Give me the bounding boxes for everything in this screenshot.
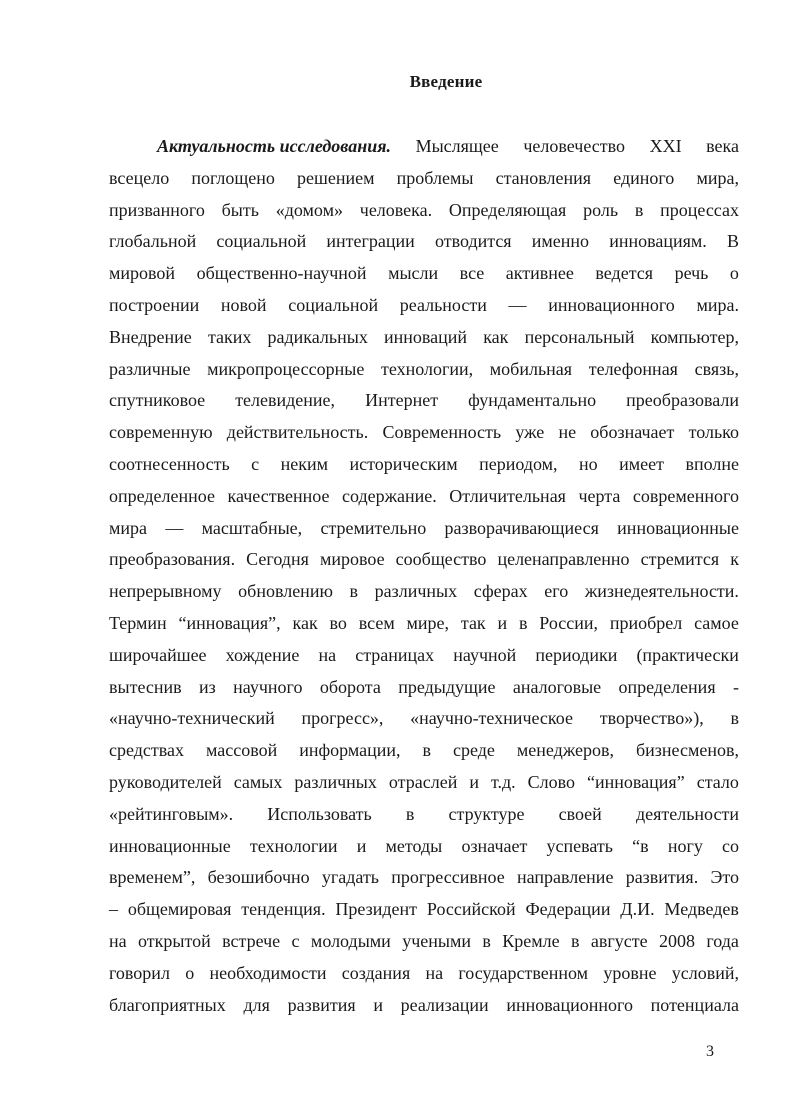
word: интеграции bbox=[326, 231, 415, 252]
word: Термин bbox=[109, 612, 167, 633]
word: Федерации bbox=[525, 899, 611, 920]
word: периодом, bbox=[479, 453, 558, 474]
word: решением bbox=[297, 167, 375, 188]
text-line bbox=[109, 163, 739, 195]
word: различных bbox=[294, 771, 377, 792]
word: «рейтинговым». bbox=[109, 803, 234, 824]
word: России, bbox=[539, 612, 599, 633]
word: активнее bbox=[505, 263, 574, 284]
word: оборота bbox=[319, 676, 381, 697]
word: своей bbox=[558, 803, 602, 824]
word: проблемы bbox=[396, 167, 474, 188]
word: инновационного bbox=[548, 294, 675, 315]
word: В bbox=[726, 231, 739, 252]
word: во bbox=[329, 612, 347, 633]
word: молодыми bbox=[310, 930, 391, 951]
word: историческим bbox=[349, 453, 458, 474]
word: в bbox=[518, 612, 528, 633]
text-line bbox=[109, 767, 739, 799]
word: стремится bbox=[640, 549, 720, 570]
word: «научно-технический bbox=[109, 708, 275, 729]
text-line bbox=[109, 926, 739, 958]
word: Интернет bbox=[365, 390, 439, 411]
word: августе bbox=[590, 930, 648, 951]
word: все bbox=[459, 263, 485, 284]
word: содержание. bbox=[341, 485, 437, 506]
word: инноваций bbox=[384, 326, 468, 347]
text-line bbox=[109, 513, 739, 545]
word: единого bbox=[613, 167, 675, 188]
text-line bbox=[109, 862, 739, 894]
text-line bbox=[109, 354, 739, 386]
word: предыдущие bbox=[398, 676, 496, 697]
word: призванного bbox=[109, 199, 205, 220]
word: ногу bbox=[667, 835, 703, 856]
word: творчество»), bbox=[599, 708, 704, 729]
word: и bbox=[373, 994, 383, 1015]
word: - bbox=[732, 676, 739, 697]
word: ведется bbox=[595, 263, 654, 284]
word: со bbox=[721, 835, 739, 856]
word: о bbox=[185, 962, 195, 983]
word: компьютер, bbox=[650, 326, 739, 347]
body-text bbox=[109, 131, 739, 1021]
word: неким bbox=[280, 453, 328, 474]
word: деятельности bbox=[635, 803, 739, 824]
word: речь bbox=[674, 263, 709, 284]
word: качественное bbox=[227, 485, 330, 506]
word: но bbox=[579, 453, 598, 474]
word: телефонная bbox=[588, 358, 678, 379]
word: инновационные bbox=[617, 517, 739, 538]
word: самых bbox=[233, 771, 283, 792]
text-line bbox=[109, 449, 739, 481]
word: означает bbox=[461, 835, 528, 856]
word: имеет bbox=[619, 453, 664, 474]
word: вполне bbox=[685, 453, 739, 474]
text-line bbox=[109, 703, 739, 735]
word: века bbox=[706, 136, 739, 156]
word: инновационные bbox=[109, 835, 231, 856]
word: Использовать bbox=[267, 803, 372, 824]
text-line bbox=[109, 385, 739, 417]
word: направление bbox=[516, 867, 614, 888]
word: Д.И. bbox=[620, 899, 655, 920]
word: таких bbox=[207, 326, 252, 347]
word: преобразования. bbox=[109, 549, 236, 570]
word: как bbox=[483, 326, 509, 347]
word: тенденция. bbox=[241, 899, 326, 920]
word: действительность. bbox=[226, 422, 369, 443]
word: на bbox=[425, 962, 444, 983]
word: быть bbox=[221, 199, 259, 220]
word: информации, bbox=[299, 740, 401, 761]
word: радикальных bbox=[267, 326, 368, 347]
word: Слово bbox=[527, 771, 576, 792]
word: социальной bbox=[216, 231, 307, 252]
word: мира. bbox=[696, 294, 739, 315]
word: спутниковое bbox=[109, 390, 206, 411]
word: 2008 bbox=[658, 930, 695, 951]
word: “инновация”, bbox=[178, 612, 281, 633]
word: государственном bbox=[458, 962, 589, 983]
word: структуре bbox=[448, 803, 525, 824]
word: Внедрение bbox=[109, 326, 192, 347]
word: Это bbox=[710, 867, 739, 888]
word: к bbox=[730, 549, 739, 570]
word: реальности bbox=[399, 294, 487, 315]
word: стало bbox=[696, 771, 739, 792]
word: из bbox=[199, 676, 216, 697]
text-line bbox=[109, 226, 739, 258]
word: масштабные, bbox=[201, 517, 303, 538]
word: Президент bbox=[335, 899, 418, 920]
word: потенциала bbox=[650, 994, 739, 1015]
word: развития bbox=[287, 994, 356, 1015]
word: человечество bbox=[523, 136, 626, 156]
word: — bbox=[165, 517, 184, 538]
word: роль bbox=[583, 199, 619, 220]
word: всецело bbox=[109, 167, 170, 188]
text-line bbox=[109, 831, 739, 863]
word: учеными bbox=[402, 930, 471, 951]
word: Мыслящее bbox=[415, 136, 499, 156]
word: общемировая bbox=[127, 899, 232, 920]
word: менеджеров, bbox=[516, 740, 615, 761]
word: необходимости bbox=[209, 962, 327, 983]
word: широчайшее bbox=[109, 644, 207, 665]
text-line bbox=[109, 735, 739, 767]
word: научного bbox=[233, 676, 303, 697]
word: мобильная bbox=[489, 358, 573, 379]
text-line bbox=[109, 290, 739, 322]
word: в bbox=[482, 930, 491, 951]
word: как bbox=[292, 612, 318, 633]
word: технологии, bbox=[380, 358, 474, 379]
word: угадать bbox=[321, 867, 380, 888]
word: в bbox=[349, 581, 359, 602]
word: и bbox=[469, 771, 479, 792]
word: отраслей bbox=[388, 771, 458, 792]
word: современного bbox=[632, 485, 739, 506]
word: мира bbox=[109, 517, 148, 538]
text-line bbox=[109, 799, 739, 831]
word: средствах bbox=[109, 740, 185, 761]
word: фундаментально bbox=[468, 390, 597, 411]
word: современную bbox=[109, 422, 213, 443]
text-line bbox=[109, 195, 739, 227]
word: аналоговые bbox=[512, 676, 602, 697]
word: мира, bbox=[696, 167, 739, 188]
word: приобрел bbox=[609, 612, 683, 633]
lead-phrase: Актуальность исследования. bbox=[157, 136, 391, 156]
text-line bbox=[109, 894, 739, 926]
text-line bbox=[109, 258, 739, 290]
word: его bbox=[544, 581, 569, 602]
word: уже bbox=[515, 422, 545, 443]
word: обновлению bbox=[238, 581, 333, 602]
word: Кремле bbox=[502, 930, 560, 951]
word: разворачивающиеся bbox=[444, 517, 599, 538]
word: мире, bbox=[406, 612, 450, 633]
word: различных bbox=[374, 581, 458, 602]
word: определенное bbox=[109, 485, 215, 506]
word: социальной bbox=[288, 294, 379, 315]
word: процессах bbox=[660, 199, 739, 220]
word: соотнесенность bbox=[109, 453, 230, 474]
text-line bbox=[109, 958, 739, 990]
word: определения bbox=[618, 676, 716, 697]
word: прогрессивное bbox=[391, 867, 505, 888]
word: инновационного bbox=[506, 994, 633, 1015]
word: прогресс», bbox=[301, 708, 384, 729]
word: человека. bbox=[359, 199, 433, 220]
word: для bbox=[243, 994, 270, 1015]
word: периодики bbox=[535, 644, 618, 665]
word: отводится bbox=[434, 231, 512, 252]
text-line bbox=[109, 576, 739, 608]
text-line bbox=[109, 608, 739, 640]
document-title: Введение bbox=[409, 72, 483, 91]
word: “инновация” bbox=[587, 771, 685, 792]
word: с bbox=[251, 453, 260, 474]
word: только bbox=[688, 422, 739, 443]
word: уровне bbox=[603, 962, 657, 983]
word: на bbox=[318, 644, 337, 665]
word: временем”, bbox=[109, 867, 196, 888]
word: о bbox=[729, 263, 739, 284]
word: мировое bbox=[319, 549, 385, 570]
word: обозначает bbox=[590, 422, 675, 443]
word: Медведев bbox=[664, 899, 739, 920]
word: самое bbox=[694, 612, 739, 633]
word: стремительно bbox=[320, 517, 427, 538]
word: различные bbox=[109, 358, 191, 379]
word: Сегодня bbox=[246, 549, 309, 570]
word: сферах bbox=[473, 581, 528, 602]
word: развития. bbox=[625, 867, 699, 888]
word: глобальной bbox=[109, 231, 197, 252]
word: и bbox=[497, 612, 508, 633]
word: вытеснив bbox=[109, 676, 182, 697]
word: среде bbox=[453, 740, 495, 761]
word: всем bbox=[358, 612, 395, 633]
word: Современность bbox=[382, 422, 502, 443]
word: хождение bbox=[225, 644, 300, 665]
word: научной bbox=[453, 644, 517, 665]
word: с bbox=[291, 930, 300, 951]
word: страницах bbox=[355, 644, 435, 665]
word: руководителей bbox=[109, 771, 222, 792]
word: на bbox=[109, 930, 127, 951]
word: в bbox=[634, 199, 644, 220]
word: встрече bbox=[222, 930, 281, 951]
text-line bbox=[109, 990, 739, 1022]
word: (практически bbox=[636, 644, 739, 665]
word: мировой bbox=[109, 263, 176, 284]
word: жизнедеятельности. bbox=[584, 581, 739, 602]
word: в bbox=[422, 740, 432, 761]
word: так bbox=[460, 612, 486, 633]
word: в bbox=[730, 708, 739, 729]
word: Отличительная bbox=[449, 485, 566, 506]
word: условий, bbox=[671, 962, 739, 983]
text-line bbox=[109, 544, 739, 576]
word: «научно-техническое bbox=[410, 708, 573, 729]
word: непрерывному bbox=[109, 581, 222, 602]
word: – bbox=[109, 899, 118, 920]
word: целенаправленно bbox=[497, 549, 630, 570]
word: не bbox=[558, 422, 577, 443]
word: — bbox=[508, 294, 527, 315]
word: методы bbox=[385, 835, 443, 856]
word: реализации bbox=[400, 994, 489, 1015]
text-line bbox=[109, 417, 739, 449]
word: поглощено bbox=[191, 167, 275, 188]
word: говорил bbox=[109, 962, 170, 983]
word: и bbox=[356, 835, 367, 856]
text-line bbox=[109, 322, 739, 354]
word: безошибочно bbox=[207, 867, 310, 888]
text-line bbox=[109, 672, 739, 704]
word: года bbox=[706, 930, 739, 951]
word: мысли bbox=[388, 263, 439, 284]
word: телевидение, bbox=[235, 390, 336, 411]
word: успевать bbox=[546, 835, 613, 856]
word: сообщество bbox=[395, 549, 487, 570]
word: Определяющая bbox=[448, 199, 567, 220]
word: микропроцессорные bbox=[207, 358, 365, 379]
word: открытой bbox=[138, 930, 211, 951]
word: связь, bbox=[694, 358, 739, 379]
page-number: 3 bbox=[706, 1043, 714, 1060]
word: общественно-научной bbox=[196, 263, 367, 284]
word: массовой bbox=[206, 740, 278, 761]
text-line bbox=[109, 131, 739, 163]
word: построении bbox=[109, 294, 200, 315]
word: персональный bbox=[524, 326, 635, 347]
text-line bbox=[109, 640, 739, 672]
word: благоприятных bbox=[109, 994, 226, 1015]
text-line bbox=[109, 481, 739, 513]
word: черта bbox=[578, 485, 621, 506]
word: Российской bbox=[426, 899, 516, 920]
word: новой bbox=[220, 294, 267, 315]
word: именно bbox=[531, 231, 590, 252]
word: т.д. bbox=[490, 771, 516, 792]
word: инновациям. bbox=[609, 231, 707, 252]
word: в bbox=[405, 803, 415, 824]
word: преобразовали bbox=[626, 390, 739, 411]
word: бизнесменов, bbox=[636, 740, 739, 761]
word: технологии bbox=[249, 835, 338, 856]
word: “в bbox=[632, 835, 649, 856]
word: в bbox=[570, 930, 580, 951]
word: «домом» bbox=[275, 199, 343, 220]
word: становления bbox=[495, 167, 592, 188]
word: создания bbox=[341, 962, 411, 983]
word: XXI bbox=[649, 136, 682, 156]
